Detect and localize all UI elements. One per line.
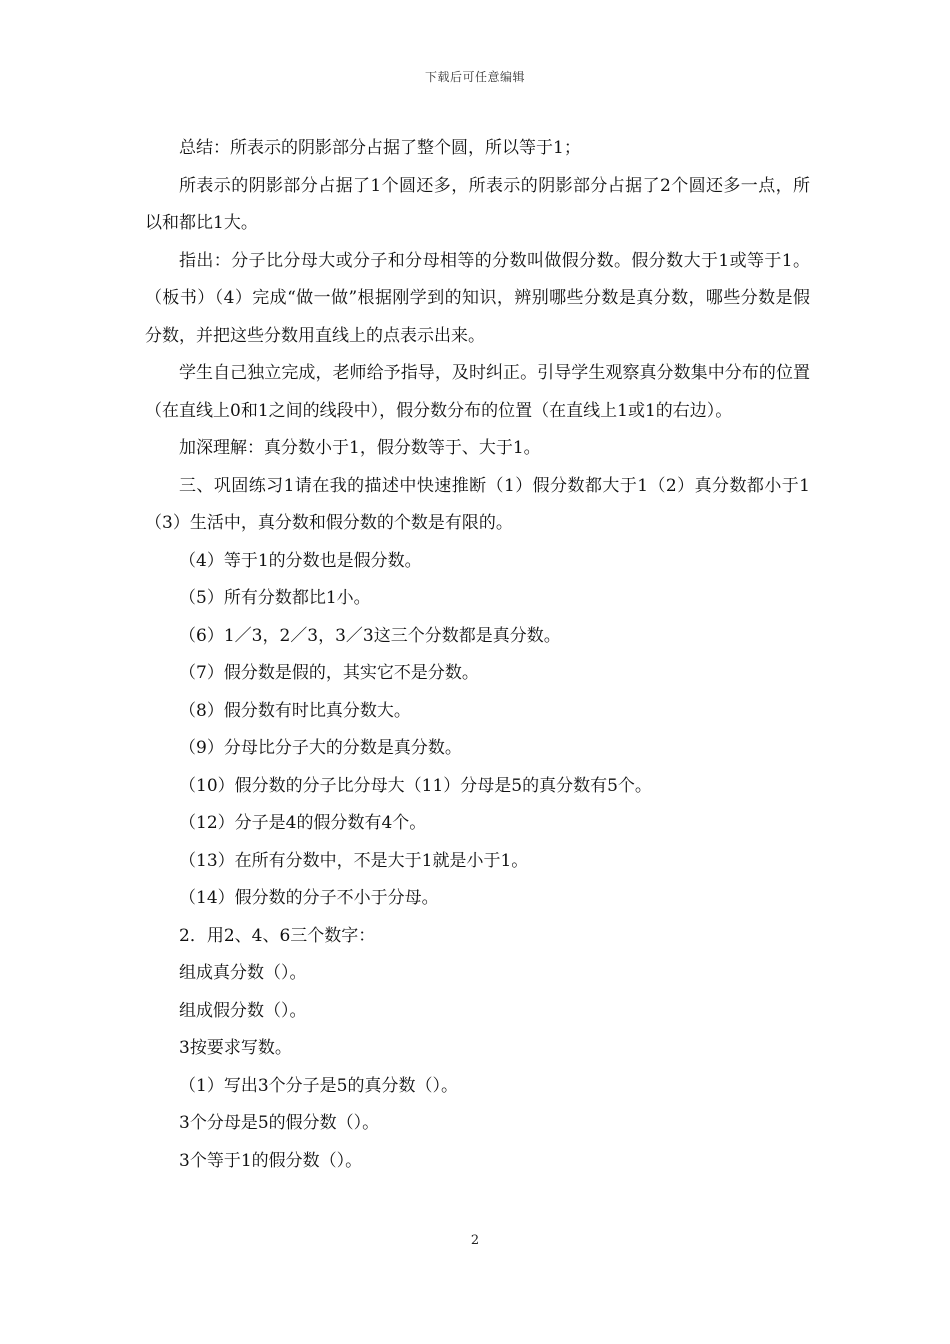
page-number: 2 bbox=[470, 1233, 480, 1248]
list-item-5: （5）所有分数都比1小。 bbox=[179, 588, 371, 608]
list-item-7: （7）假分数是假的，其实它不是分数。 bbox=[179, 663, 479, 683]
exercise-2-proper: 组成真分数（）。 bbox=[179, 963, 307, 983]
paragraph-definition: 指出：分子比分母大或分子和分母相等的分数叫做假分数。假分数大于1或等于1。（板书）（4）完成“做一做”根据刚学到的知识，辨别哪些分数是真分数，哪些分数是假分数，并把这些分数用直线上的点表示出来。 bbox=[145, 250, 810, 346]
exercise-2-heading: 2．用2、4、6三个数字： bbox=[179, 925, 376, 946]
list-item-8: （8）假分数有时比真分数大。 bbox=[179, 700, 411, 721]
exercise-3-item-1: （1）写出3个分子是5的真分数（）。 bbox=[179, 1075, 458, 1096]
exercise-2-improper: 组成假分数（）。 bbox=[179, 1000, 307, 1021]
paragraph-shaded-parts: 所表示的阴影部分占据了1个圆还多，所表示的阴影部分占据了2个圆还多一点，所以和都比1大。 bbox=[145, 175, 810, 233]
list-item-12: （12）分子是4的假分数有4个。 bbox=[179, 813, 427, 833]
paragraph-deepen: 加深理解：真分数小于1，假分数等于、大于1。 bbox=[179, 438, 541, 458]
exercise-3-heading: 3按要求写数。 bbox=[179, 1038, 292, 1058]
paragraph-practice-intro: 三、巩固练习1请在我的描述中快速推断（1）假分数都大于1（2）真分数都小于1（3）生活中，真分数和假分数的个数是有限的。 bbox=[145, 475, 810, 533]
paragraph-student-work: 学生自己独立完成，老师给予指导，及时纠正。引导学生观察真分数集中分布的位置（在直线上0和1之间的线段中），假分数分布的位置（在直线上1或1的右边）。 bbox=[145, 363, 810, 421]
list-item-13: （13）在所有分数中，不是大于1就是小于1。 bbox=[179, 850, 529, 871]
exercise-3-item-2: 3个分母是5的假分数（）。 bbox=[179, 1113, 380, 1133]
page-header: 下载后可任意编辑 bbox=[424, 70, 525, 84]
document-body bbox=[145, 130, 810, 1180]
list-item-10-11: （10）假分数的分子比分母大（11）分母是5的真分数有5个。 bbox=[179, 775, 652, 796]
list-item-9: （9）分母比分子大的分数是真分数。 bbox=[179, 738, 462, 758]
paragraph-summary: 总结：所表示的阴影部分占据了整个圆，所以等于1； bbox=[179, 138, 581, 158]
list-item-6: （6）1／3，2／3，3／3这三个分数都是真分数。 bbox=[179, 625, 561, 646]
list-item-14: （14）假分数的分子不小于分母。 bbox=[179, 888, 439, 908]
exercise-3-item-3: 3个等于1的假分数（）。 bbox=[179, 1150, 363, 1171]
list-item-4: （4）等于1的分数也是假分数。 bbox=[179, 550, 422, 571]
